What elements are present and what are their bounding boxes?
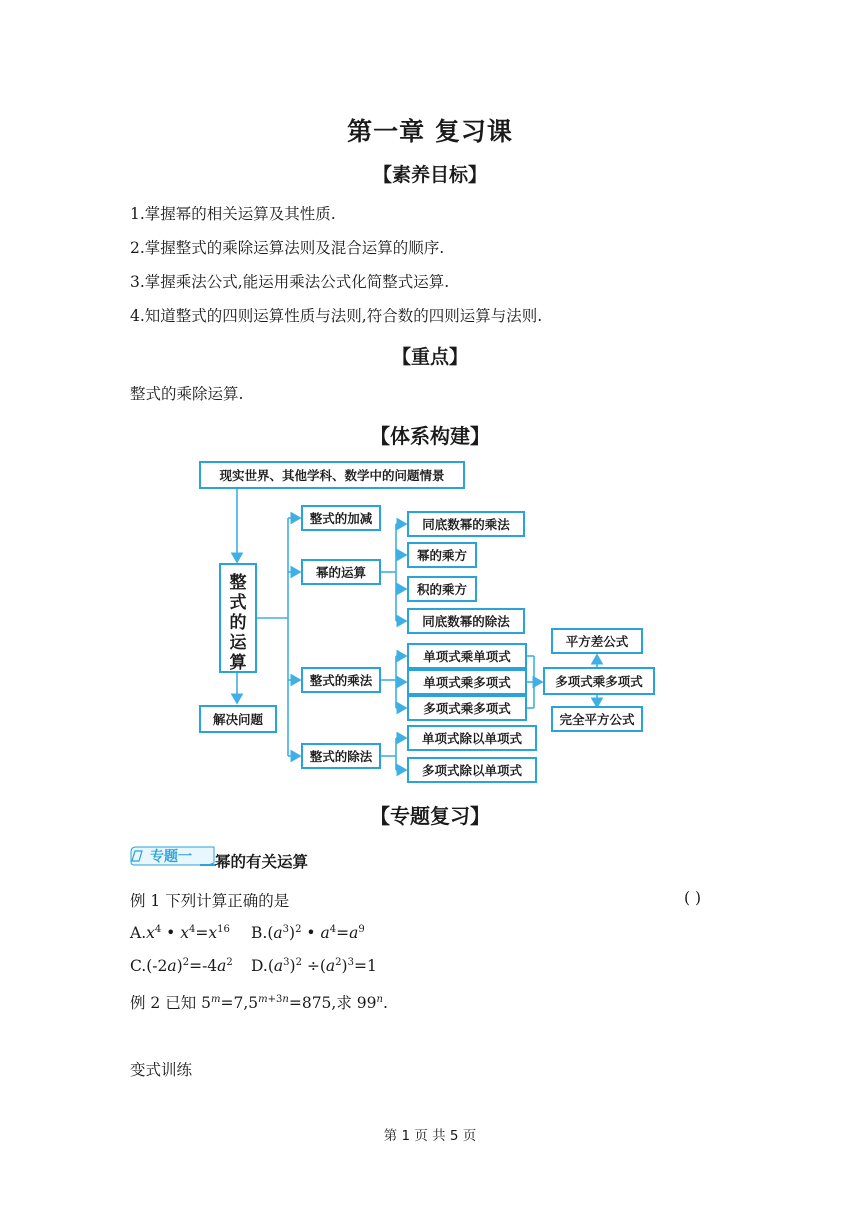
diagram-center-char-4: 运 xyxy=(229,633,247,653)
option-b-label: B. xyxy=(251,924,268,942)
mult-op-1: 单项式乘单项式 xyxy=(423,649,511,664)
branch-power: 幂的运算 xyxy=(315,565,367,580)
goal-item-4: 4.知道整式的四则运算性质与法则,符合数的四则运算与法则. xyxy=(130,307,543,325)
example-2: 例 2 已知 $5^m=7,5^{m+3n}=875$,求 99$^n$. xyxy=(130,994,388,1012)
goal-item-2: 2.掌握整式的乘除运算法则及混合运算的顺序. xyxy=(130,239,445,257)
example-1: 例 1 下列计算正确的是 xyxy=(130,892,290,910)
diagram-top-label: 现实世界、其他学科、数学中的问题情景 xyxy=(219,468,445,483)
review-heading: 【专题复习】 xyxy=(370,804,490,828)
branch-multiply: 整式的乘法 xyxy=(309,673,373,688)
key-heading: 【重点】 xyxy=(391,346,468,368)
power-op-2: 幂的乘方 xyxy=(416,548,468,563)
diagram-center-char-1: 整 xyxy=(229,573,247,593)
page-title: 第一章 复习课 xyxy=(347,117,513,146)
topic-tag xyxy=(130,845,216,867)
goals-heading: 【素养目标】 xyxy=(372,164,487,186)
branch-add-sub: 整式的加减 xyxy=(309,511,373,526)
system-heading: 【体系构建】 xyxy=(370,424,490,448)
variant-training: 变式训练 xyxy=(130,1061,193,1079)
mult-op-3: 多项式乘多项式 xyxy=(423,701,511,716)
power-op-4: 同底数幂的除法 xyxy=(422,614,510,629)
page-footer: 第 1 页 共 5 页 xyxy=(383,1128,477,1144)
option-d: $D.(a^3)^2 \div(a^2)^3=1$ xyxy=(251,957,377,975)
option-a-label: A. xyxy=(130,924,147,942)
div-op-2: 多项式除以单项式 xyxy=(421,763,523,778)
diagram-center-char-3: 的 xyxy=(229,613,247,633)
option-a: $A.x^4$ • $x^4=x^{16}$ xyxy=(130,924,230,942)
topic-title: 幂的有关运算 xyxy=(215,853,309,871)
diagram-center-char-2: 式 xyxy=(229,593,247,613)
option-c-label: C. xyxy=(130,957,147,975)
div-op-1: 单项式除以单项式 xyxy=(421,731,523,746)
answer-paren: ( ) xyxy=(684,889,702,907)
poly-box: 多项式乘多项式 xyxy=(555,674,643,689)
formula-2: 完全平方公式 xyxy=(559,712,635,727)
option-d-label: D. xyxy=(251,957,268,975)
key-text: 整式的乘除运算. xyxy=(130,385,244,403)
power-op-3: 积的乘方 xyxy=(416,582,468,597)
option-b: $B.(a^3)^2$ • $a^4=a^9$ xyxy=(251,924,365,942)
diagram-bottom-label: 解决问题 xyxy=(212,712,264,727)
branch-divide: 整式的除法 xyxy=(309,749,373,764)
power-op-1: 同底数幂的乘法 xyxy=(422,517,510,532)
topic-tag-text: 专题一 xyxy=(150,849,192,865)
mult-op-2: 单项式乘多项式 xyxy=(423,675,511,690)
goal-item-3: 3.掌握乘法公式,能运用乘法公式化简整式运算. xyxy=(130,273,450,291)
option-c: $C.(-2a)^2=-4a^2$ xyxy=(130,957,233,975)
structure-diagram xyxy=(196,456,666,786)
formula-1: 平方差公式 xyxy=(565,634,629,649)
diagram-center-char-5: 算 xyxy=(229,653,247,673)
example-2-prefix: 例 2 已知 xyxy=(130,994,202,1012)
goal-item-1: 1.掌握幂的相关运算及其性质. xyxy=(130,205,336,223)
